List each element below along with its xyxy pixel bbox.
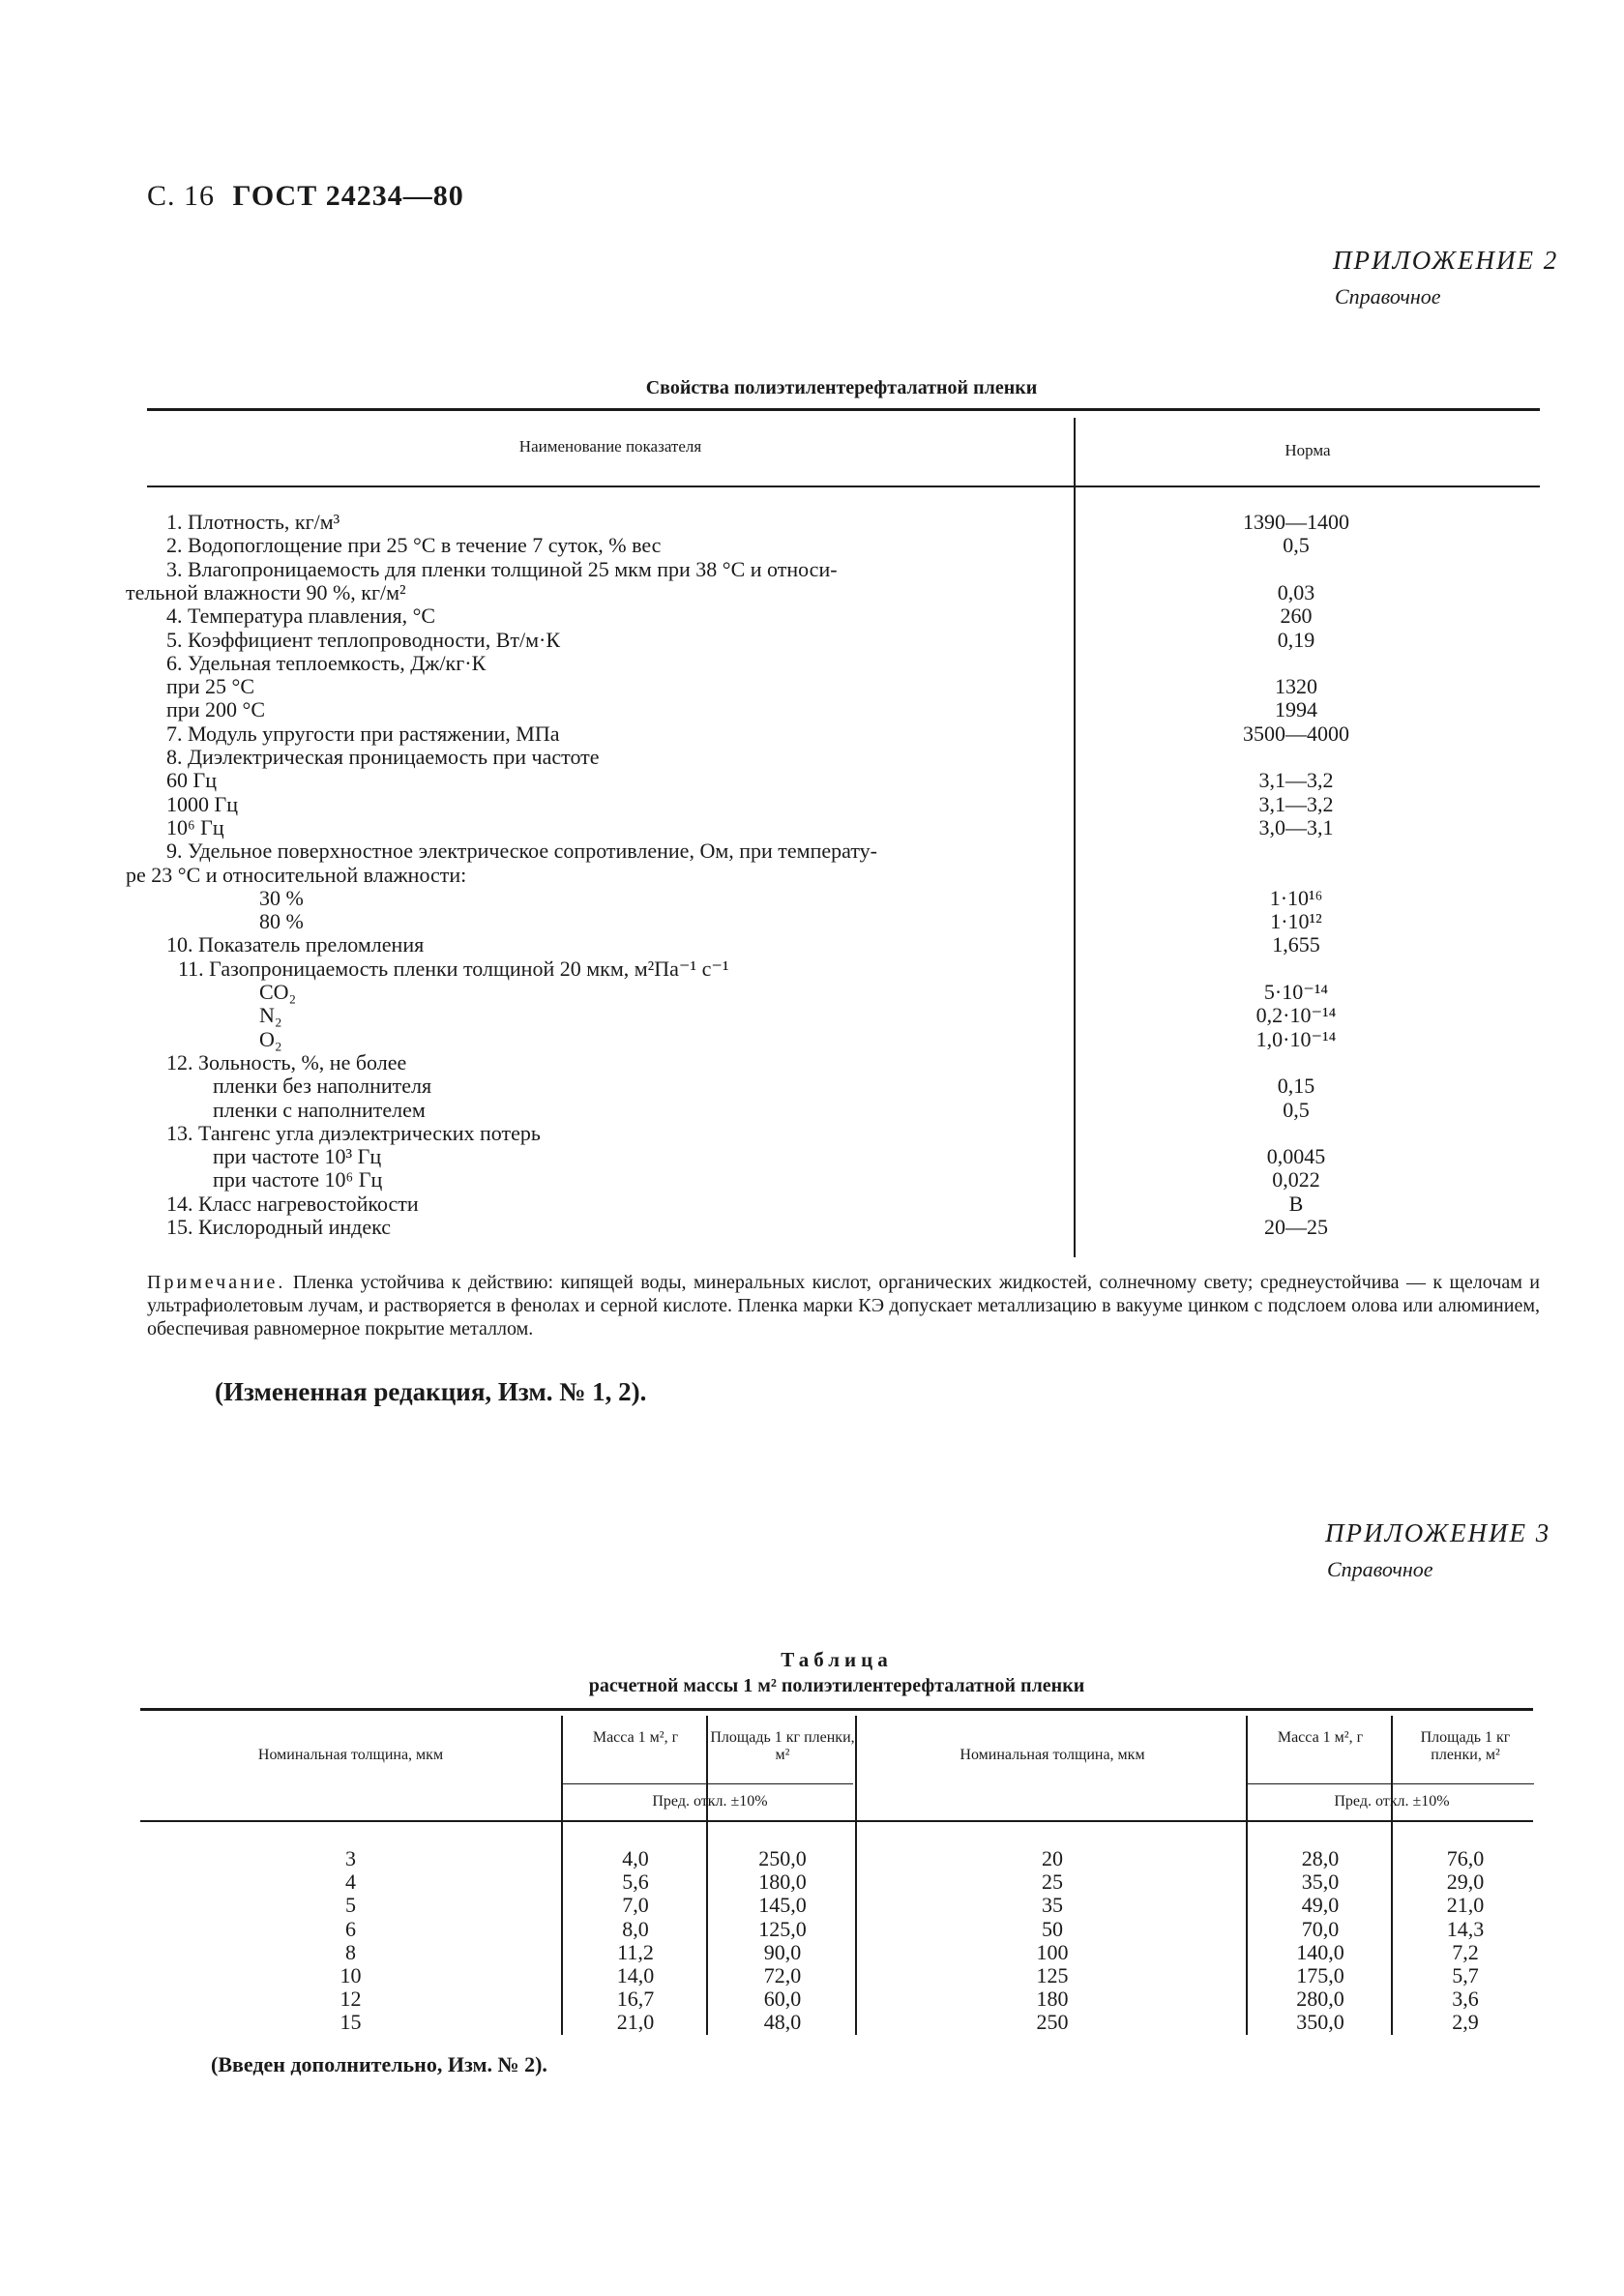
left-thickness-cell: 8 (345, 1939, 356, 1964)
table-top-rule (147, 408, 1540, 411)
note-label: Примечание. (147, 1272, 286, 1293)
property-row-text: 4. Температура плавления, °С (166, 603, 436, 629)
property-row-value: 1,655 (1272, 932, 1320, 957)
property-row-value: 260 (1280, 603, 1313, 629)
property-row-value: 3,0—3,1 (1258, 814, 1334, 839)
property-row-text: 5. Коэффициент теплопроводности, Вт/м·К (166, 627, 561, 652)
page-number: С. 16 (147, 180, 216, 212)
property-row-value: 20—25 (1264, 1215, 1328, 1239)
right-thickness-cell: 50 (1042, 1916, 1063, 1941)
appendix2-title: ПРИЛОЖЕНИЕ 2 (1333, 246, 1559, 275)
property-row-value: 3500—4000 (1243, 721, 1349, 746)
appendix2-subtitle: Справочное (1335, 284, 1441, 309)
left-mass-cell: 11,2 (617, 1939, 654, 1964)
property-row-text: при 25 °С (166, 674, 255, 699)
property-row-value: 1,0·10⁻¹⁴ (1255, 1026, 1337, 1051)
property-row-value: 1320 (1275, 674, 1317, 699)
properties-table-title: Свойства полиэтилентерефталатной пленки (645, 377, 1038, 398)
property-row-value: 0,5 (1283, 1097, 1310, 1122)
property-row-text: 3. Влагопроницаемость для пленки толщиной 25 мкм при 38 °С и относи- (166, 556, 838, 581)
left-area-cell: 72,0 (763, 1963, 802, 1987)
mass-col-divider-2 (706, 1716, 708, 2035)
left-area-cell: 125,0 (758, 1916, 807, 1941)
property-row-value: 1994 (1275, 697, 1317, 722)
right-area-cell: 29,0 (1446, 1869, 1485, 1895)
property-row-text: N₂ (259, 1003, 282, 1028)
table-header-rule (147, 486, 1540, 487)
left-thickness-cell: 3 (345, 1846, 356, 1870)
right-thickness-cell: 180 (1036, 1987, 1069, 2012)
property-row-value: 3,1—3,2 (1258, 791, 1334, 816)
right-thickness-cell: 250 (1036, 2010, 1069, 2035)
right-area-cell: 7,2 (1452, 1939, 1479, 1964)
right-mass-cell: 140,0 (1296, 1939, 1344, 1964)
mass-col-divider-5 (1391, 1716, 1393, 2035)
left-thickness-cell: 5 (345, 1893, 356, 1918)
property-row-value: 0,15 (1277, 1074, 1315, 1099)
right-tolerance: Пред. откл. ±10% (1334, 1793, 1450, 1810)
left-mass-cell: 5,6 (622, 1869, 649, 1895)
property-row-text: 10⁶ Гц (166, 814, 224, 839)
right-thickness-cell: 125 (1036, 1963, 1069, 1987)
left-tolerance: Пред. откл. ±10% (652, 1793, 768, 1810)
property-row-text: 2. Водопоглощение при 25 °С в течение 7 суток, % вес (166, 533, 662, 558)
table-word: Таблица (781, 1648, 893, 1671)
property-row-value: 0,2·10⁻¹⁴ (1255, 1003, 1337, 1028)
mass-table-top-rule (140, 1708, 1533, 1711)
right-area-header: Площадь 1 кг пленки, м² (1420, 1729, 1511, 1763)
left-mass-cell: 4,0 (622, 1846, 649, 1870)
right-area-cell: 3,6 (1452, 1987, 1479, 2012)
property-row-text: O₂ (259, 1026, 282, 1051)
note (147, 1271, 1540, 1340)
standard-code: ГОСТ 24234—80 (232, 180, 464, 212)
left-area-header: Площадь 1 кг пленки, м² (710, 1729, 855, 1763)
mass-col-divider-3 (855, 1716, 857, 2035)
property-row-text: 15. Кислородный индекс (166, 1215, 391, 1239)
left-mass-header: Масса 1 м², г (592, 1729, 679, 1746)
left-area-cell: 60,0 (763, 1987, 802, 2012)
property-row-value: 3,1—3,2 (1258, 768, 1334, 793)
left-thickness-cell: 12 (340, 1987, 362, 2012)
property-row-text: при частоте 10⁶ Гц (213, 1167, 383, 1192)
left-mass-cell: 8,0 (622, 1916, 649, 1941)
property-row-text: 9. Удельное поверхностное электрическое сопротивление, Ом, при температу- (166, 839, 877, 864)
property-row-value: 0,5 (1283, 533, 1310, 558)
property-row-text: 30 % (259, 885, 304, 910)
right-mass-cell: 280,0 (1296, 1987, 1344, 2012)
property-row-value: В (1288, 1191, 1304, 1216)
right-thickness-cell: 100 (1036, 1939, 1069, 1964)
right-mass-cell: 350,0 (1296, 2010, 1344, 2035)
left-area-cell: 145,0 (758, 1893, 807, 1918)
property-row-text: ре 23 °С и относительной влажности: (126, 862, 467, 887)
property-row-text: пленки без наполнителя (213, 1074, 432, 1099)
right-thickness-cell: 35 (1042, 1893, 1063, 1918)
right-mass-header: Масса 1 м², г (1277, 1729, 1364, 1746)
left-mass-cell: 21,0 (616, 2010, 655, 2035)
property-row-value: 0,0045 (1266, 1144, 1326, 1169)
left-area-cell: 90,0 (763, 1939, 802, 1964)
mass-col-divider-4 (1246, 1716, 1248, 2035)
property-row-text: тельной влажности 90 %, кг/м² (126, 579, 406, 604)
left-thickness-header: Номинальная толщина, мкм (257, 1747, 444, 1763)
property-row-value: 0,19 (1277, 627, 1315, 652)
property-row-text: 11. Газопроницаемость пленки толщиной 20 мкм, м²Па⁻¹ с⁻¹ (178, 956, 729, 981)
left-area-cell: 180,0 (758, 1869, 807, 1895)
property-row-text: 1000 Гц (166, 791, 238, 816)
appendix3-title: ПРИЛОЖЕНИЕ 3 (1325, 1518, 1551, 1547)
right-area-cell: 14,3 (1446, 1916, 1485, 1941)
property-row-text: 6. Удельная теплоемкость, Дж/кг·К (166, 650, 487, 675)
right-mass-cell: 28,0 (1301, 1846, 1340, 1870)
property-row-text: 10. Показатель преломления (166, 932, 425, 957)
property-row-text: CO₂ (259, 980, 297, 1004)
mass-col-divider-1 (561, 1716, 563, 2035)
column-header-name: Наименование показателя (518, 437, 702, 456)
property-row-value: 1·10¹⁶ (1269, 885, 1323, 910)
property-row-value: 0,03 (1277, 579, 1315, 604)
left-area-cell: 48,0 (763, 2010, 802, 2035)
property-row-text: 8. Диэлектрическая проницаемость при частоте (166, 745, 600, 769)
property-row-value: 5·10⁻¹⁴ (1263, 980, 1329, 1004)
left-area-cell: 250,0 (758, 1846, 807, 1870)
page-header (147, 180, 464, 213)
right-area-cell: 76,0 (1446, 1846, 1485, 1870)
right-thickness-cell: 25 (1042, 1869, 1063, 1895)
property-row-text: при частоте 10³ Гц (213, 1144, 382, 1169)
left-thickness-cell: 6 (345, 1916, 356, 1941)
property-row-value: 0,022 (1272, 1167, 1320, 1192)
right-mass-cell: 175,0 (1296, 1963, 1344, 1987)
property-row-text: 1. Плотность, кг/м³ (166, 510, 340, 534)
property-row-text: 7. Модуль упругости при растяжении, МПа (166, 721, 560, 746)
property-row-value: 1390—1400 (1243, 510, 1349, 534)
added-note: (Введен дополнительно, Изм. № 2). (211, 2052, 547, 2076)
right-area-cell: 2,9 (1452, 2010, 1479, 2035)
note-text: Пленка устойчива к действию: кипящей воды, минеральных кислот, органических жидкостей, солнечному свету; среднеустойчива — к щелочам и ультрафиолетовым лучам, и растворяется в фенолах и серной кислоте. Пленка марки КЭ допускает металлизацию в вакууме цинком с подслоем олова или алюминием, обеспечивая равномерное покрытие металлом. (147, 1272, 1540, 1339)
right-area-cell: 21,0 (1446, 1893, 1485, 1918)
appendix3-subtitle: Справочное (1327, 1557, 1433, 1581)
right-thickness-cell: 20 (1042, 1846, 1063, 1870)
left-thickness-cell: 15 (340, 2010, 362, 2035)
right-thickness-header: Номинальная толщина, мкм (960, 1747, 1145, 1763)
left-mass-cell: 16,7 (616, 1987, 655, 2012)
mass-table-title: расчетной массы 1 м² полиэтилентерефталатной пленки (588, 1675, 1085, 1696)
left-thickness-cell: 4 (345, 1869, 356, 1895)
property-row-text: 12. Зольность, %, не более (166, 1049, 407, 1074)
table-column-divider (1074, 418, 1076, 1257)
property-row-text: 14. Класс нагревостойкости (166, 1191, 419, 1216)
right-mass-cell: 49,0 (1301, 1893, 1340, 1918)
property-row-value: 1·10¹² (1270, 909, 1322, 934)
left-mass-cell: 14,0 (616, 1963, 655, 1987)
left-thickness-cell: 10 (340, 1963, 362, 1987)
property-row-text: пленки с наполнителем (213, 1097, 426, 1122)
right-mass-cell: 70,0 (1301, 1916, 1340, 1941)
left-mass-cell: 7,0 (622, 1893, 649, 1918)
property-row-text: 60 Гц (166, 768, 217, 793)
left-tolerance-rule (563, 1783, 853, 1784)
column-header-norm: Норма (1284, 441, 1331, 459)
right-area-cell: 5,7 (1452, 1963, 1479, 1987)
property-row-text: 80 % (259, 909, 304, 934)
mass-table-header-rule (140, 1820, 1533, 1822)
property-row-text: при 200 °С (166, 697, 266, 722)
changed-edition: (Измененная редакция, Изм. № 1, 2). (215, 1377, 647, 1406)
property-row-text: 13. Тангенс угла диэлектрических потерь (166, 1120, 541, 1145)
right-mass-cell: 35,0 (1301, 1869, 1340, 1895)
